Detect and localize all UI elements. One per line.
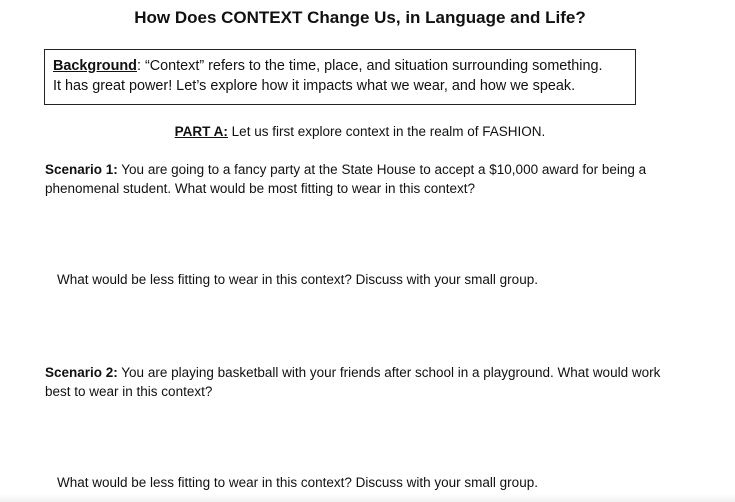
scenario-1 (45, 160, 685, 198)
part-a-heading (0, 123, 720, 141)
part-a-label: PART A: (174, 124, 228, 139)
scenario-1-followup: What would be less fitting to wear in this context? Discuss with your small group. (57, 272, 538, 287)
scenario-2-label: Scenario 2: (45, 365, 118, 380)
scenario-2-followup: What would be less fitting to wear in this context? Discuss with your small group. (57, 475, 538, 490)
scenario-1-text: You are going to a fancy party at the State House to accept a $10,000 award for being a phenomenal student. What would be most fitting to wear in this context? (45, 162, 647, 196)
background-definition: : “Context” refers to the time, place, and situation surrounding something. (136, 58, 603, 74)
scenario-2-text: You are playing basketball with your friends after school in a playground. What would work best to wear in this context? (45, 365, 661, 399)
scenario-2 (45, 363, 685, 401)
scenario-1-label: Scenario 1: (45, 162, 118, 177)
background-box (44, 49, 636, 105)
background-line-1 (53, 56, 627, 76)
background-label: Background (53, 58, 137, 74)
part-a-text: Let us first explore context in the realm of FASHION. (227, 124, 546, 139)
background-line-2: It has great power! Let’s explore how it impacts what we wear, and how we speak. (53, 78, 576, 94)
page-bottom-edge (0, 494, 735, 502)
page-title: How Does CONTEXT Change Us, in Language and Life? (134, 8, 586, 27)
